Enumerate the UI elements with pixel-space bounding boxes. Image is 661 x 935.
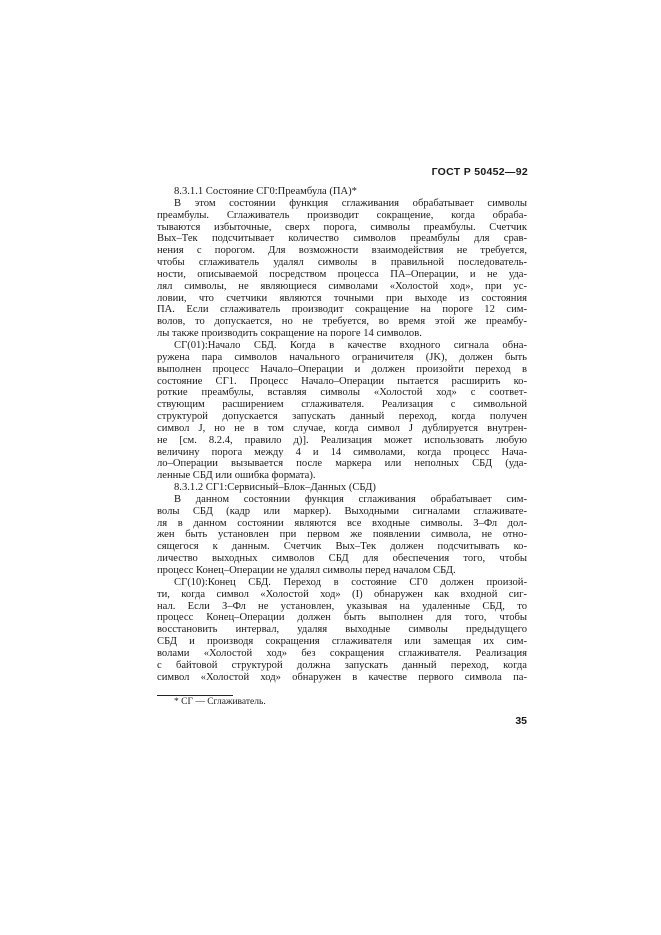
body-text xyxy=(157,186,527,683)
text-line: В данном состоянии функция сглаживания обрабатывает сим- xyxy=(174,493,527,505)
text-line: процесс Конец–Операции не удалял символы перед началом СБД. xyxy=(157,565,456,576)
text-line: волов, то допускается, но не требуется, во время этой же преамбу- xyxy=(157,316,527,328)
text-line: величину порога между 4 и 14 символами, когда процесс Нача- xyxy=(157,446,527,458)
section-heading: 8.3.1.2 СГ1:Сервисный–Блок–Данных (СБД) xyxy=(174,482,376,494)
text-line: СБД и производя сокращения сглаживателя или замещая их сим- xyxy=(157,636,527,648)
text-line: не [см. 8.2.4, правило д)]. Реализация может использовать любую xyxy=(157,434,527,446)
text-line: ловии, что счетчики являются точными при выходе из состояния xyxy=(157,292,527,304)
text-line: СГ(01):Начало СБД. Когда в качестве входного сигнала обна- xyxy=(174,339,527,351)
text-line: тываются избыточные, сверх порога, символы преамбулы. Счетчик xyxy=(157,221,527,233)
text-line: чтобы сглаживатель удалял символы в правильной последователь- xyxy=(157,257,527,269)
text-line: ло–Операции вызывается после маркера или неполных СБД (уда- xyxy=(157,458,527,470)
text-line: В этом состоянии функция сглаживания обрабатывает символы xyxy=(174,197,527,209)
text-line: ПА. Если сглаживатель производит сокращение на пороге 12 сим- xyxy=(157,304,527,316)
footnote: * СГ — Сглаживатель. xyxy=(174,697,266,707)
text-line: символ J, но не в том случае, когда символ J дублируется внутрен- xyxy=(157,422,527,434)
text-line: структурой допускается запускать данный переход, когда получен xyxy=(157,411,527,423)
text-line: сящегося к данным. Счетчик Вых–Тек должен подсчитывать ко- xyxy=(157,541,527,553)
text-line: жен быть установлен при первом же появлении символа, не отно- xyxy=(157,529,527,541)
text-line: ля в данном состоянии являются все входные символы. З–Фл дол- xyxy=(157,517,527,529)
text-line: ленные СБД или ошибка формата). xyxy=(157,470,316,482)
section-heading: 8.3.1.1 Состояние СГ0:Преамбула (ПА)* xyxy=(174,186,357,197)
text-line: лы также производить сокращение на пороге 14 символов. xyxy=(157,328,422,340)
text-line: СГ(10):Конец СБД. Переход в состояние СГ0 должен произой- xyxy=(174,576,527,588)
text-line: ружена пара символов начального ограничителя (JK), должен быть xyxy=(157,351,527,363)
text-line: роткие преамбулы, вставляя символы «Холостой ход» с соответ- xyxy=(157,387,527,399)
text-line: лял символы, не являющиеся символами «Холостой ход», при ус- xyxy=(157,280,527,292)
text-line: выполнен процесс Начало–Операции и должен произойти переход в xyxy=(157,363,527,375)
text-line: процесс Конец–Операции должен быть выполнен для того, чтобы xyxy=(157,612,527,624)
text-line: личество выходных символов СБД для обеспечения того, чтобы xyxy=(157,553,527,565)
text-line: преамбулы. Сглаживатель производит сокращение, когда обраба- xyxy=(157,209,527,221)
text-line: нения с порогом. Для возможности взаимодействия не требуется, xyxy=(157,245,527,257)
text-line: символ «Холостой ход» обнаружен в качестве первого символа па- xyxy=(157,671,527,683)
text-line: с байтовой структурой должна запускать данный переход, когда xyxy=(157,659,527,671)
page-number: 35 xyxy=(515,715,527,727)
text-line: Вых–Тек подсчитывает количество символов преамбулы для срав- xyxy=(157,233,527,245)
text-line: волы СБД (кадр или маркер). Выходными сигналами сглаживате- xyxy=(157,505,527,517)
footnote-divider xyxy=(157,695,233,696)
document-header: ГОСТ Р 50452—92 xyxy=(431,166,528,178)
text-line: ти, когда символ «Холостой ход» (I) обнаружен как входной сиг- xyxy=(157,588,527,600)
text-line: состояние СГ1. Процесс Начало–Операции пытается расширить ко- xyxy=(157,375,527,387)
text-line: ствующим расширением сглаживателя. Реализация с символьной xyxy=(157,399,527,411)
text-line: ности, описываемой посредством процесса ПА–Операции, и не уда- xyxy=(157,268,527,280)
text-line: восстановить интервал, удаляя выходные символы предыдущего xyxy=(157,624,527,636)
text-line: волами «Холостой ход» без сокращения сглаживателя. Реализация xyxy=(157,647,527,659)
text-line: нал. Если З–Фл не установлен, указывая на удаленные СБД, то xyxy=(157,600,527,612)
